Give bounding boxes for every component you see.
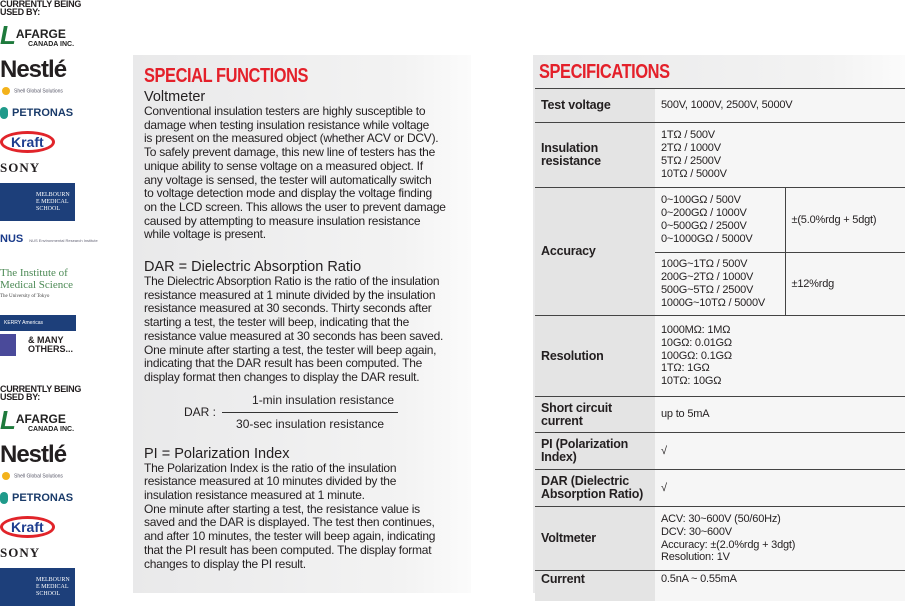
shell-icon	[2, 472, 10, 480]
table-row	[535, 433, 905, 470]
text-line: 10GΩ: 0.01GΩ	[661, 336, 732, 349]
text-line: 1000MΩ: 1MΩ	[661, 324, 731, 336]
text-line: 0~1000GΩ / 5000V	[661, 232, 753, 245]
spec-value: √	[655, 470, 905, 507]
text-line: to voltage detection mode and display the voltage finding	[144, 186, 432, 201]
dar-denominator: 30-sec insulation resistance	[236, 416, 385, 431]
petronas-icon	[0, 492, 8, 504]
logo-petronas: PETRONAS	[0, 492, 73, 504]
text-line: To safely prevent damage, this new line of testers has the	[144, 145, 436, 160]
text-line: 10TΩ: 10GΩ	[661, 375, 722, 388]
logo-shell: Shell Global Solutions	[0, 87, 63, 95]
dar-text	[144, 275, 471, 385]
text-line: The Polarization Index is the ratio of the insulation	[144, 460, 397, 475]
table-row	[535, 397, 905, 433]
spec-label: Accuracy	[535, 188, 655, 316]
spec-value	[655, 188, 785, 253]
text-line: and after 10 minutes, the tester will beep again, indicating	[144, 529, 436, 544]
voltmeter-heading: Voltmeter	[144, 89, 206, 105]
logo-shell: Shell Global Solutions	[0, 472, 63, 480]
special-functions-panel	[133, 55, 471, 593]
logo-melbourne: MELBOURNE MEDICAL SCHOOL	[0, 183, 75, 221]
specifications-table	[535, 88, 905, 601]
table-row	[535, 470, 905, 507]
pi-text	[144, 462, 471, 572]
spec-value: 0.5nA ~ 0.55mA	[655, 571, 905, 601]
oas-logo-icon	[0, 334, 16, 356]
spec-value	[655, 253, 785, 316]
text-line: resistance value measured at 30 seconds has been saved.	[144, 328, 444, 343]
spec-value	[655, 123, 905, 188]
logo-currently-used-by: CURRENTLY BEING USED BY:	[0, 384, 82, 402]
text-line: Resolution: 1V	[661, 551, 730, 564]
logo-melbourne: MELBOURNE MEDICAL SCHOOL	[0, 568, 75, 606]
text-line: 5TΩ / 2500V	[661, 155, 721, 167]
text-line: display format then changes to display the DAR result.	[144, 369, 420, 384]
text-line: 100G~1TΩ / 500V	[661, 258, 748, 271]
spec-value	[655, 507, 905, 571]
table-row	[535, 316, 905, 397]
spec-value: √	[655, 433, 905, 470]
dar-formula	[184, 393, 471, 431]
voltmeter-text	[144, 105, 471, 242]
pi-heading: PI = Polarization Index	[144, 445, 290, 462]
text-line: resistance measured at 10 minutes divided by the	[144, 474, 397, 489]
text-line: One minute after starting a test, the tester will beep again,	[144, 342, 437, 357]
logo-nestle: Nestlé	[0, 441, 67, 468]
spec-value: ±(5.0%rdg + 5dgt)	[785, 188, 905, 253]
table-row	[535, 188, 905, 253]
spec-label: Voltmeter	[535, 507, 655, 571]
spec-value: ±12%rdg	[785, 253, 905, 316]
logo-lafarge: LAFARGE CANADA INC.	[0, 20, 75, 50]
text-line: resistance measured at 30 seconds. Thirty seconds after	[144, 301, 432, 316]
logo-nestle: Nestlé	[0, 56, 67, 83]
text-line: 0~200GΩ / 1000V	[661, 207, 747, 220]
table-row	[535, 507, 905, 571]
text-line: 500G~5TΩ / 2500V	[661, 284, 754, 296]
spec-label: Test voltage	[535, 89, 655, 123]
text-line: 200G~2TΩ / 1000V	[661, 271, 754, 284]
logo-institute-medical-science: The Institute of Medical Science The University of Tokyo	[0, 267, 73, 299]
logo-currently-used-by: CURRENTLY BEING USED BY:	[0, 0, 82, 17]
text-line: that the PI result has been computed. The display format	[144, 542, 432, 557]
shell-icon	[2, 87, 10, 95]
text-line: 1TΩ / 500V	[661, 129, 715, 142]
dar-numerator: 1-min insulation resistance	[222, 393, 398, 413]
spec-label: Insulation resistance	[535, 123, 655, 188]
text-line: unique ability to sense voltage on a measured object. If	[144, 158, 423, 173]
text-line: caused by attempting to measure insulation resistance	[144, 213, 421, 228]
text-line: indicating that the DAR result has been computed. The	[144, 356, 423, 371]
logo-many-others: & MANY OTHERS...	[0, 334, 68, 356]
dar-formula-label: DAR :	[184, 404, 217, 419]
text-line: One minute after starting a test, the resistance value is	[144, 501, 420, 516]
text-line: Accuracy: ±(2.0%rdg + 3dgt)	[661, 538, 796, 551]
text-line: 1TΩ: 1GΩ	[661, 362, 710, 375]
text-line: 1000G~10TΩ / 5000V	[661, 296, 766, 309]
dar-heading: DAR = Dielectric Absorption Ratio	[144, 259, 362, 276]
text-line: 10TΩ / 5000V	[661, 167, 727, 180]
text-line: on the LCD screen. This allows the user to prevent damage	[144, 199, 446, 214]
text-line: The Dielectric Absorption Ratio is the ratio of the insulation	[144, 274, 440, 289]
spec-value	[655, 316, 905, 397]
text-line: ACV: 30~600V (50/60Hz)	[661, 512, 781, 525]
table-row	[535, 89, 905, 123]
spec-value: up to 5mA	[655, 397, 905, 433]
text-line: changes to display the PI result.	[144, 556, 306, 571]
logo-nus: NUS NUS Environmental Research Institute	[0, 233, 98, 245]
logo-kraft: Kraft	[0, 516, 55, 538]
text-line: 2TΩ / 1000V	[661, 142, 721, 155]
text-line: damage when testing insulation resistance while voltage	[144, 117, 430, 132]
spec-value: 500V, 1000V, 2500V, 5000V	[655, 89, 905, 123]
text-line: 0~100GΩ / 500V	[661, 194, 741, 207]
table-row	[535, 571, 905, 601]
spec-label: Resolution	[535, 316, 655, 397]
logo-lafarge: LAFARGE CANADA INC.	[0, 405, 75, 435]
petronas-icon	[0, 107, 8, 119]
text-line: starting a test, the tester will beep, indicating that the	[144, 315, 409, 330]
text-line: DCV: 30~600V	[661, 525, 732, 538]
text-line: 100GΩ: 0.1GΩ	[661, 349, 732, 362]
table-row	[535, 123, 905, 188]
spec-label: PI (Polarization Index)	[535, 433, 655, 470]
text-line: insulation resistance measured at 1 minute.	[144, 488, 365, 503]
special-functions-title: SPECIAL FUNCTIONS	[144, 65, 309, 87]
text-line: is present on the measured object (whether ACV or DCV).	[144, 131, 439, 146]
logo-sony: SONY	[0, 160, 41, 175]
logo-kraft: Kraft	[0, 131, 55, 153]
text-line: any voltage is sensed, the tester will automatically switch	[144, 172, 432, 187]
text-line: while voltage is present.	[144, 227, 266, 242]
logo-sony: SONY	[0, 545, 41, 560]
spec-label: DAR (Dielectric Absorption Ratio)	[535, 470, 655, 507]
spec-label: Current	[535, 571, 655, 601]
specifications-panel	[533, 55, 905, 593]
text-line: saved and the DAR is displayed. The test then continues,	[144, 515, 435, 530]
logo-kerry: KERRY Americas	[0, 315, 76, 331]
text-line: Conventional insulation testers are highly susceptible to	[144, 104, 426, 118]
text-line: 0~500GΩ / 2500V	[661, 220, 747, 232]
logo-petronas: PETRONAS	[0, 107, 73, 119]
spec-label: Short circuit current	[535, 397, 655, 433]
text-line: resistance measured at 1 minute divided by the insulation	[144, 287, 436, 302]
specifications-title: SPECIFICATIONS	[539, 61, 670, 83]
